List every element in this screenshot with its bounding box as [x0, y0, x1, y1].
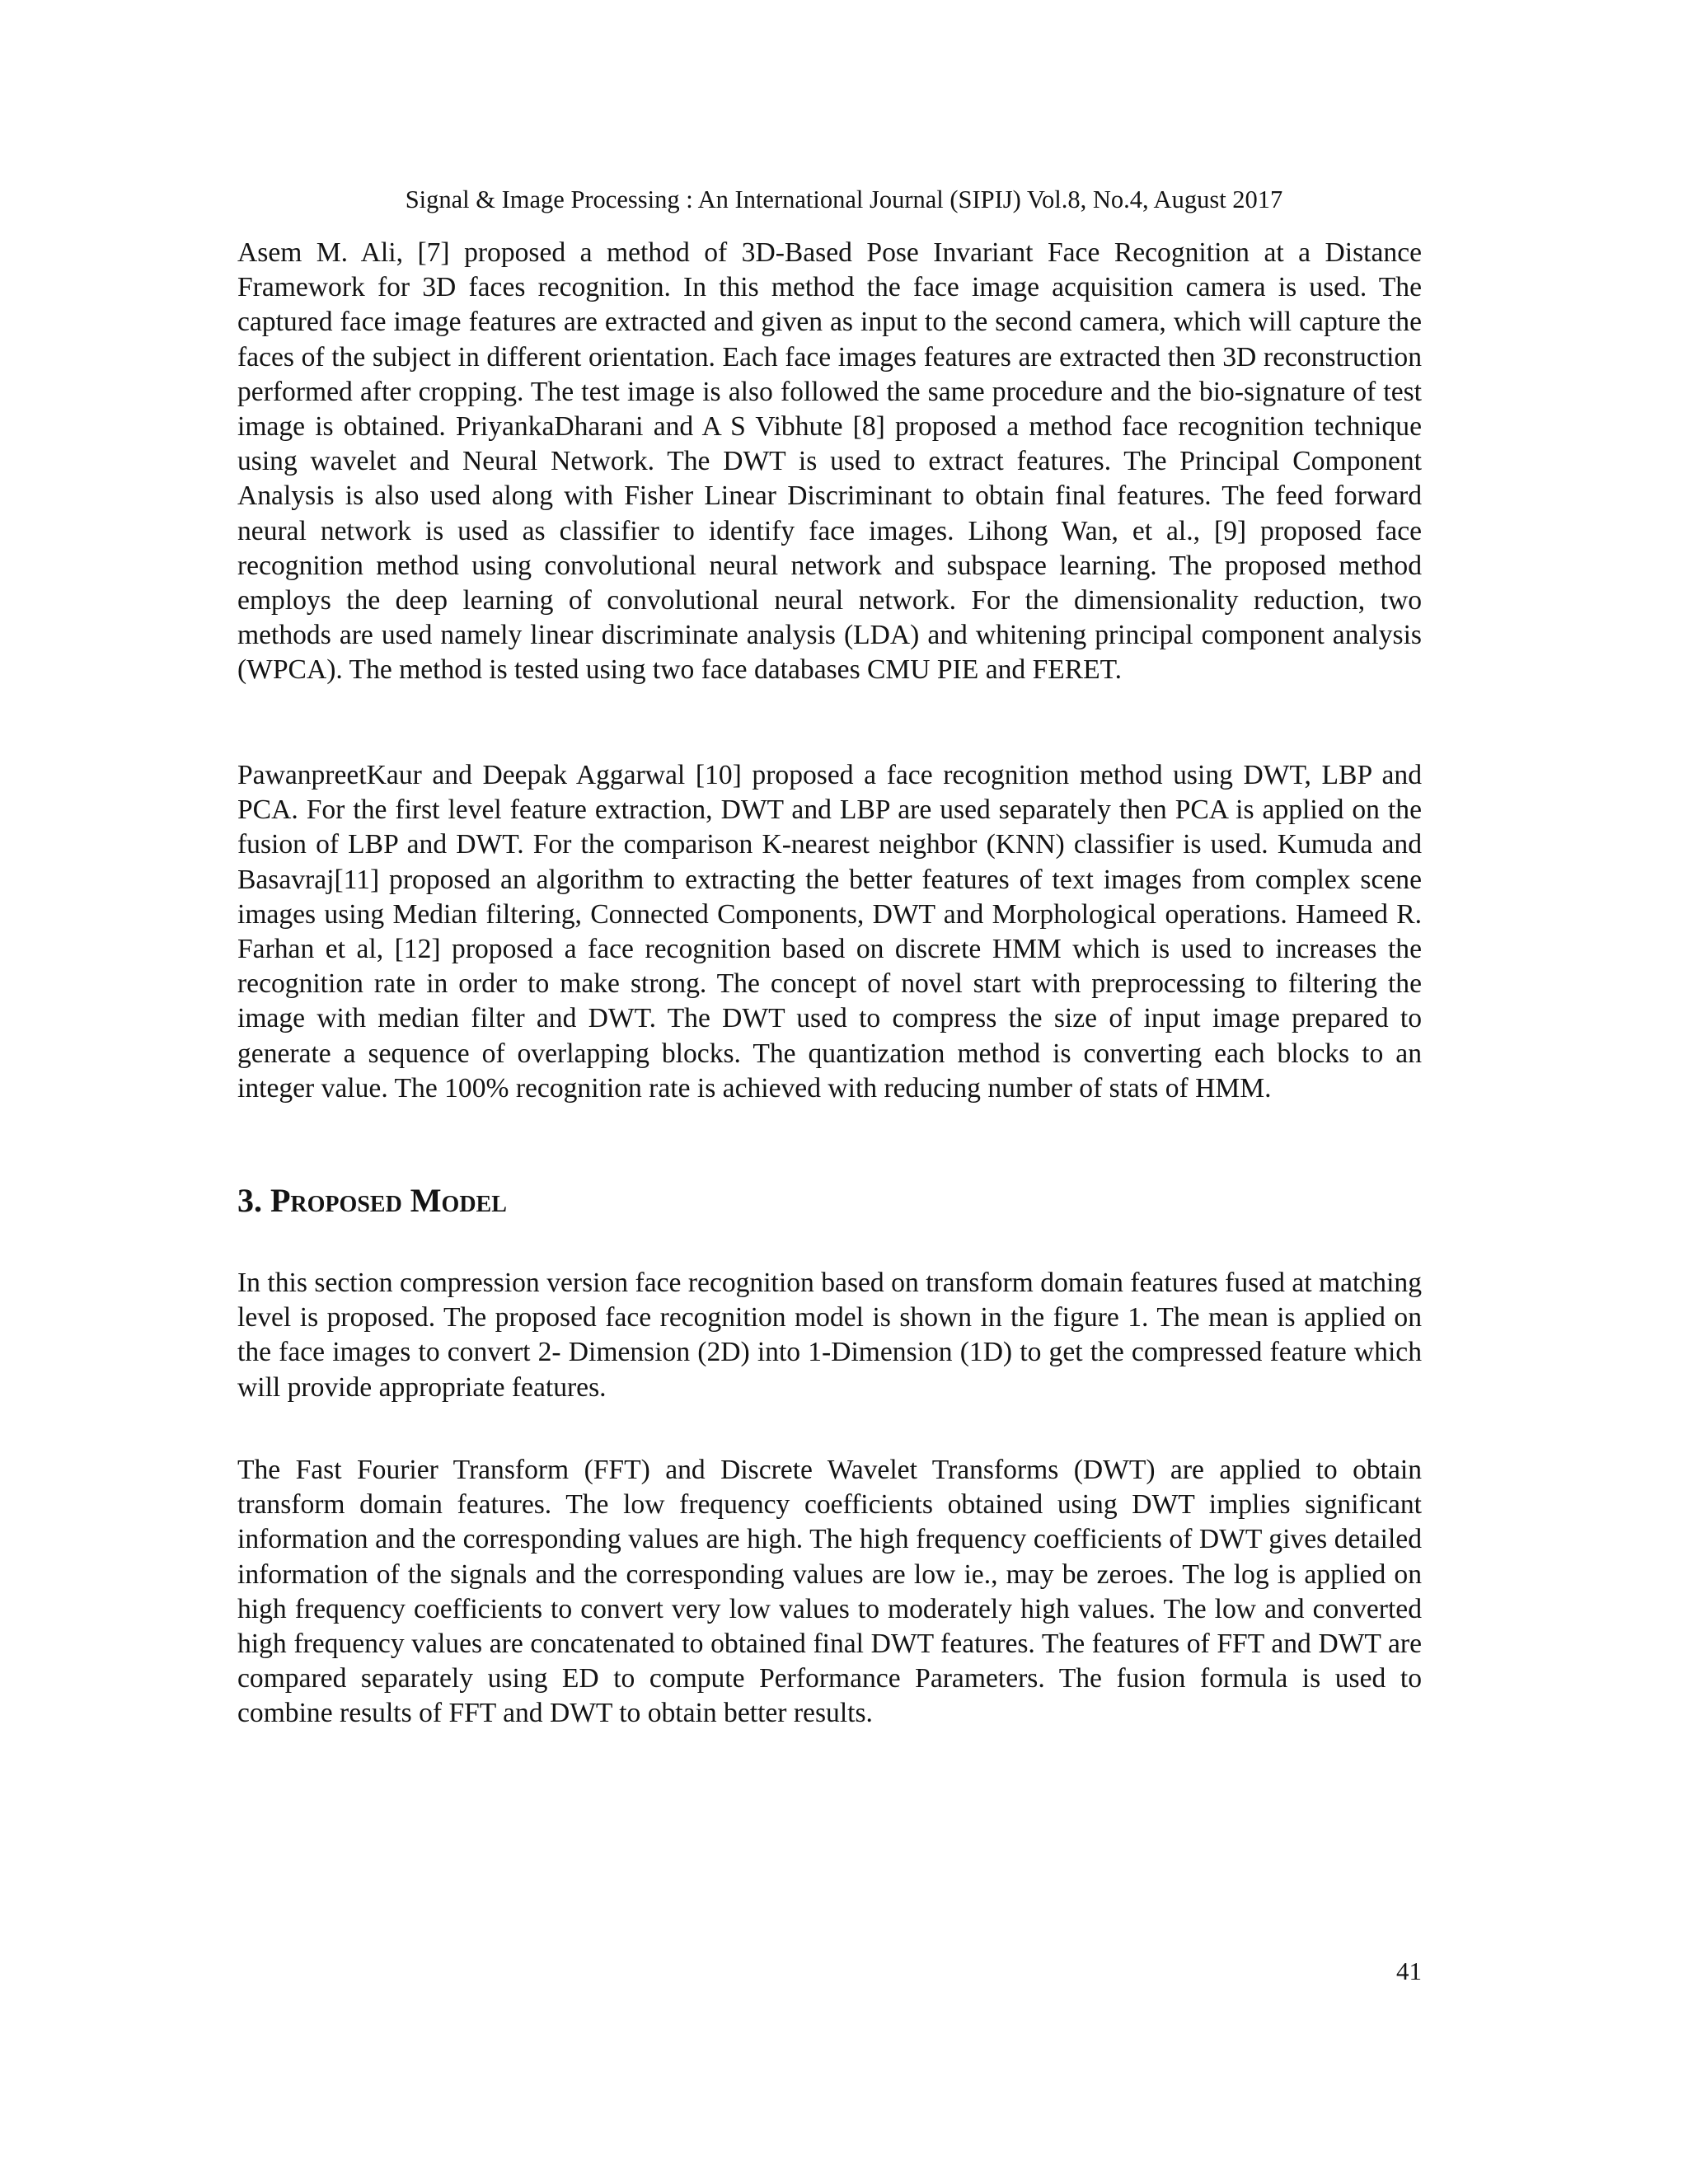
- section-heading: [237, 1180, 507, 1221]
- section-paragraph-1: In this section compression version face recognition based on transform domain features fused at matching level is proposed. The proposed face recognition model is shown in the figure 1. The mean is applied on the face images to convert 2- Dimension (2D) into 1-Dimension (1D) to get the compressed feature which will provide appropriate features.: [237, 1268, 1422, 1403]
- page-number: 41: [1396, 1957, 1422, 1985]
- running-header: Signal & Image Processing : An International Journal (SIPIJ) Vol.8, No.4, August 2017: [405, 185, 1283, 213]
- body-paragraph-1: Asem M. Ali, [7] proposed a method of 3D-Based Pose Invariant Face Recognition at a Distance Framework for 3D faces recognition. In this method the face image acquisition camera is used. The captured face image features are extracted and given as input to the second camera, which will capture the faces of the subject in different orientation. Each face images features are extracted then 3D reconstruction performed after cropping. The test image is also followed the same procedure and the bio-signature of test image is obtained. PriyankaDharani and A S Vibhute [8] proposed a method face recognition technique using wavelet and Neural Network. The DWT is used to extract features. The Principal Component Analysis is also used along with Fisher Linear Discriminant to obtain final features. The feed forward neural network is used as classifier to identify face images. Lihong Wan, et al., [9] proposed face recognition method using convolutional neural network and subspace learning. The proposed method employs the deep learning of convolutional neural network. For the dimensionality reduction, two methods are used namely linear discriminate analysis (LDA) and whitening principal component analysis (WPCA). The method is tested using two face databases CMU PIE and FERET.: [237, 237, 1422, 686]
- section-title: Proposed Model: [270, 1182, 507, 1219]
- body-paragraph-2: PawanpreetKaur and Deepak Aggarwal [10] proposed a face recognition method using DWT, LBP and PCA. For the first level feature extraction, DWT and LBP are used separately then PCA is applied on the fusion of LBP and DWT. For the comparison K-nearest neighbor (KNN) classifier is used. Kumuda and Basavraj[11] proposed an algorithm to extracting the better features of text images from complex scene images using Median filtering, Connected Components, DWT and Morphological operations. Hameed R. Farhan et al, [12] proposed a face recognition based on discrete HMM which is used to increases the recognition rate in order to make strong. The concept of novel start with preprocessing to filtering the image with median filter and DWT. The DWT used to compress the size of input image prepared to generate a sequence of overlapping blocks. The quantization method is converting each blocks to an integer value. The 100% recognition rate is achieved with reducing number of stats of HMM.: [237, 760, 1422, 1104]
- section-number: 3.: [237, 1182, 270, 1219]
- section-paragraph-2: The Fast Fourier Transform (FFT) and Discrete Wavelet Transforms (DWT) are applied to obtain transform domain features. The low frequency coefficients obtained using DWT implies significant information and the corresponding values are high. The high frequency coefficients of DWT gives detailed information of the signals and the corresponding values are low ie., may be zeroes. The log is applied on high frequency coefficients to convert very low values to moderately high values. The low and converted high frequency values are concatenated to obtained final DWT features. The features of FFT and DWT are compared separately using ED to compute Performance Parameters. The fusion formula is used to combine results of FFT and DWT to obtain better results.: [237, 1455, 1422, 1729]
